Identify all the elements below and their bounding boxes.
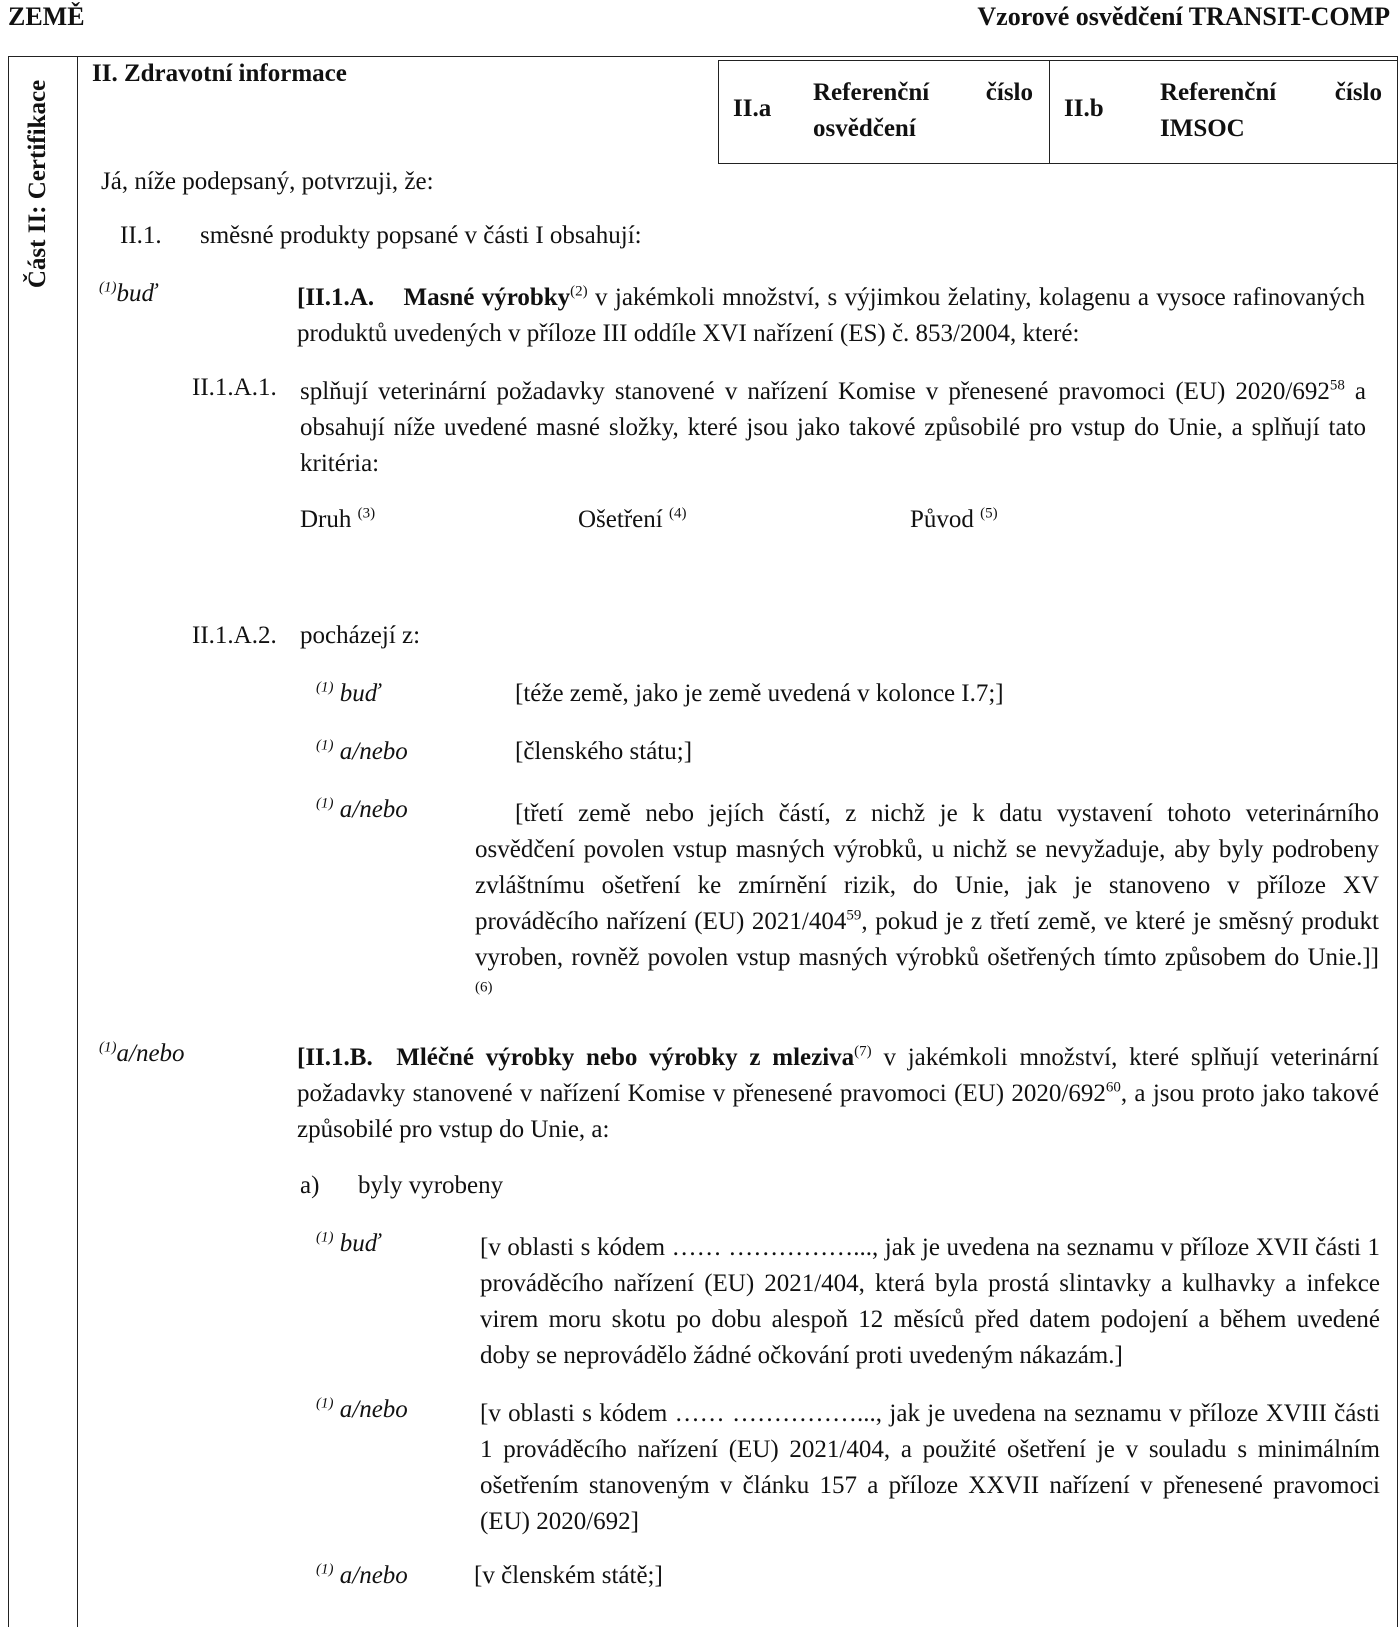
- ii1-number: II.1.: [120, 222, 162, 249]
- ref-certificate-number: II.a Referenční číslo osvědčení: [733, 79, 1033, 142]
- b-option-text: [v členském státě;]: [474, 1562, 663, 1589]
- ref-imsoc-number: II.b Referenční číslo IMSOC: [1049, 61, 1397, 163]
- b-option-text: [v oblasti s kódem …… ……………..., jak je uvedena na seznamu v příloze XVII části 1 prováděcího nařízení (EU) 2021/404, která byla prostá slintavky a kulhavky a infekce virem moru skotu po dobu alespoň 12 měsíců před datem podojení a během uvedené doby se neprovádělo žádné očkování proti uvedeným nákazám.]: [480, 1234, 1380, 1369]
- a2-option-marker: $^{(1)}$ a/nebo: [316, 795, 408, 823]
- b-sub-text: byly vyrobeny: [358, 1172, 504, 1199]
- reference-box: [718, 60, 1398, 164]
- a2-option-text: [členského státu;]: [515, 738, 693, 765]
- a2-number: II.1.A.2.: [192, 622, 277, 649]
- b-option-marker: $^{(1)}$ a/nebo: [316, 1561, 408, 1589]
- header-country: ZEMĚ: [8, 2, 85, 31]
- column-treatment: Ošetření $^{(4)}$: [578, 505, 687, 533]
- a2-option-marker: $^{(1)}$ buď: [316, 679, 380, 707]
- dairy-products-heading: [II.1.B. Mléčné výrobky nebo výrobky z mleziva$^{(7)}$ v jakémkoli množství, které splňují veterinární požadavky stanovené v nařízení Komise v přenesené pravomoci (EU) $2020/692^{60}$, a jsou proto jako takové způsobilé pro vstup do Unie, a:: [297, 1043, 1379, 1143]
- ii1-text: směsné produkty popsané v části I obsahují:: [200, 222, 642, 249]
- column-origin: Původ $^{(5)}$: [910, 505, 998, 533]
- b-sub-number: a): [300, 1172, 320, 1199]
- option-marker-either: $^{(1)}$buď: [99, 279, 157, 307]
- side-divider: [77, 56, 78, 1627]
- a1-number: II.1.A.1.: [192, 374, 277, 401]
- a1-text: splňují veterinární požadavky stanovené v nařízení Komise v přenesené pravomoci (EU) $2020/692^{58}$ a obsahují níže uvedené masné složky, které jsou jako takové způsobilé pro vstup do Unie, a splňují tato kritéria:: [300, 377, 1366, 477]
- a2-option-marker: $^{(1)}$ a/nebo: [316, 737, 408, 765]
- header-certificate-title: Vzorové osvědčení TRANSIT-COMP: [977, 2, 1390, 31]
- column-species: Druh $^{(3)}$: [300, 505, 376, 533]
- a2-option-text: [třetí země nebo jejích částí, z nichž je k datu vystavení tohoto veterinárního osvědčení povolen vstup masných výrobků, u nichž se nevyžaduje, aby byly podrobeny zvláštnímu ošetření ke zmírnění rizik, do Unie, jak je stanoveno v příloze XV prováděcího nařízení (EU) $2021/404^{59}$, pokud je z třetí země, ve které je směsný produkt vyroben, rovněž povolen vstup masných výrobků ošetřených tímto způsobem do Unie.]] $^{(6)}$: [475, 800, 1379, 996]
- a2-text: pocházejí z:: [300, 622, 421, 649]
- meat-products-heading: [II.1.A. Masné výrobky$^{(2)}$ v jakémkoli množství, s výjimkou želatiny, kolagenu a vysoce rafinovaných produktů uvedených v příloze III oddíle XVI nařízení (ES) č. 853/2004, které:: [297, 283, 1366, 347]
- intro-statement: Já, níže podepsaný, potvrzuji, že:: [101, 168, 434, 195]
- b-option-marker: $^{(1)}$ buď: [316, 1229, 380, 1257]
- a2-option-text: [téže země, jako je země uvedená v kolonce I.7;]: [515, 680, 1004, 707]
- b-option-marker: $^{(1)}$ a/nebo: [316, 1395, 408, 1423]
- b-option-text: [v oblasti s kódem …… ……………..., jak je uvedena na seznamu v příloze XVIII části 1 prováděcího nařízení (EU) 2021/404, a použité ošetření je v souladu s minimálním ošetřením stanoveným v článku 157 a příloze XXVII nařízení v přenesené pravomoci (EU) 2020/692]: [480, 1400, 1380, 1535]
- option-marker-and-or: $^{(1)}$a/nebo: [99, 1039, 185, 1067]
- section-title: II. Zdravotní informace: [92, 60, 347, 87]
- side-label: Část II: Certifikace: [24, 79, 51, 288]
